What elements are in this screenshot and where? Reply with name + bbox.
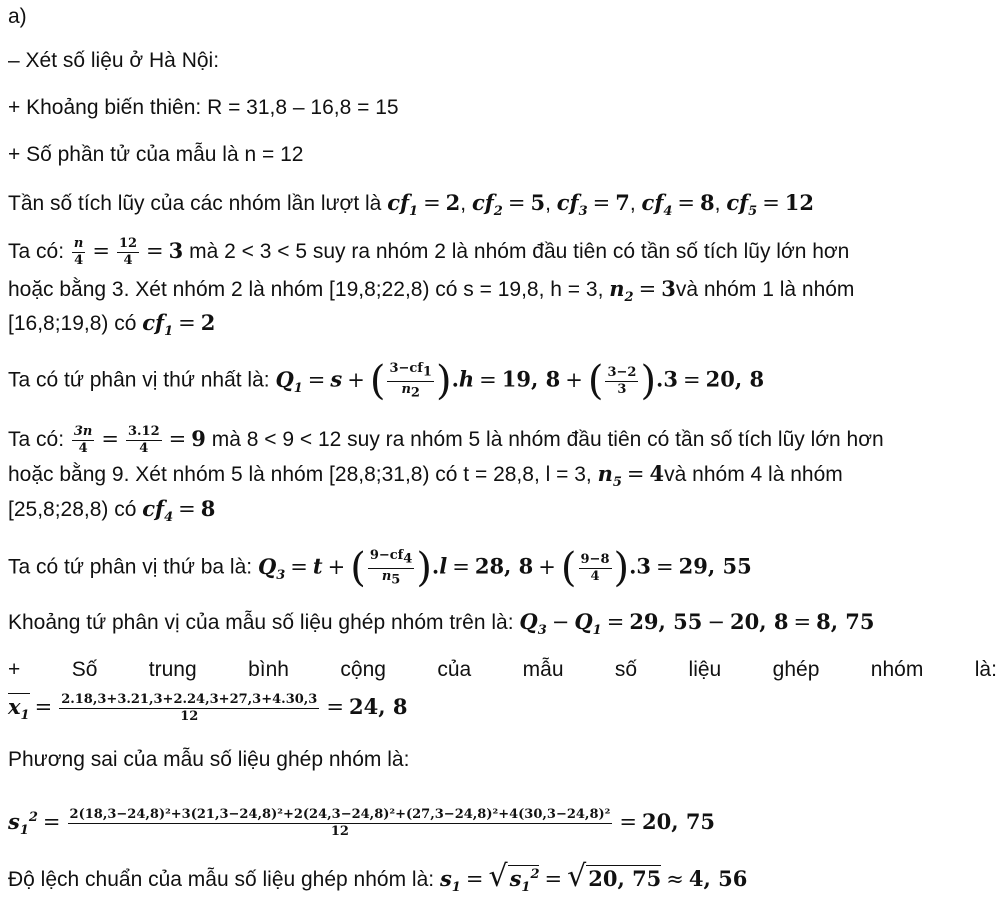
cf2: 5 <box>530 190 546 215</box>
q3-lead: Ta có: <box>8 428 65 451</box>
n5-value: 4 <box>649 461 665 486</box>
sample-size-line: + Số phần tử của mẫu là n = 12 <box>8 143 304 166</box>
q1-group-line1: Ta có: $\frac{n}{4}$ = $\frac{12}{4}$ = 3 mà 2 < 3 < 5 suy ra nhóm 2 là nhóm đầu tiên có tần số tích lũy lớn hơn <box>8 235 850 268</box>
cumulative-prefix: Tần số tích lũy của các nhóm lần lượt là <box>8 192 382 215</box>
iqr-line: Khoảng tứ phân vị của mẫu số liệu ghép nhóm trên là: $Q_3 - Q_1 = 29$, 55 − 20, 8 = 8, 75 <box>8 609 875 639</box>
q1-lead: Ta có: <box>8 240 65 263</box>
mean-heading: + Số trung bình cộng của mẫu số liệu ghép nhóm là: <box>8 658 997 681</box>
3x12-over-4: $\frac{3.12}{4}$ <box>127 423 160 456</box>
q3-result: 29, 55 <box>678 553 752 579</box>
cf4-value: 8 <box>200 496 216 521</box>
q1-text1: mà 2 < 3 < 5 suy ra nhóm 2 là nhóm đầu tiên có tần số tích lũy lớn hơn <box>189 240 850 263</box>
cf3: 7 <box>615 190 630 215</box>
cf4: 8 <box>700 190 715 215</box>
n2-value: 3 <box>661 276 676 301</box>
mean-result: 24, 8 <box>348 694 408 719</box>
q1-fraction: $\frac{3-cf_1}{n_2}$ <box>389 361 432 401</box>
cf5: 12 <box>784 190 815 215</box>
q3-text2: hoặc bằng 9. Xét nhóm 5 là nhóm [28,8;31,8) có t = 28,8, l = 3, <box>8 463 592 486</box>
q1-formula-line: Ta có tứ phân vị thứ nhất là: $Q_1 = s$ + ( $\frac{3-cf_1}{n_2}$ ).h = 19, 8 + ( $\frac{3-2}{3}$ ).3 = 20, 8 <box>8 358 765 405</box>
q3-group-line3: [25,8;28,8) có $cf_4 = 8$ <box>8 496 216 526</box>
stddev-result: 4, 56 <box>688 866 748 891</box>
q1-group-line3: [16,8;19,8) có $cf_1 = 2$ <box>8 310 216 340</box>
cf1-value: 2 <box>200 310 216 335</box>
q3-text2b: và nhóm 4 là nhóm <box>664 463 843 486</box>
n-over-4: $\frac{n}{4}$ <box>73 235 84 268</box>
q1-group-line2: hoặc bằng 3. Xét nhóm 2 là nhóm [19,8;22,8) có s = 19,8, h = 3, $n_2$ = 3và nhóm 1 là nhóm <box>8 276 855 306</box>
twelve-over-4: $\frac{12}{4}$ <box>118 235 138 268</box>
cf1: 2 <box>445 190 461 215</box>
q1-fraction-values: $\frac{3-2}{3}$ <box>607 364 637 397</box>
q3-fraction-values: $\frac{9-8}{4}$ <box>580 551 610 584</box>
q1-result: 20, 8 <box>705 366 765 392</box>
part-label: a) <box>8 5 27 28</box>
q3-text1: mà 8 < 9 < 12 suy ra nhóm 5 là nhóm đầu tiên có tần số tích lũy lớn hơn <box>211 428 884 451</box>
q1-text3: [16,8;19,8) có <box>8 312 137 335</box>
mean-fraction: $\frac{2.18,3+3.21,3+2.24,3+27,3+4.30,3}{12}$ <box>61 691 318 724</box>
stddev-prefix: Độ lệch chuẩn của mẫu số liệu ghép nhóm là: <box>8 868 435 891</box>
3n-over-4: $\frac{3n}{4}$ <box>73 423 93 456</box>
stddev-line: Độ lệch chuẩn của mẫu số liệu ghép nhóm là: $s_1 = √s_1^2 = √20$, 75 ≈ 4, 56 <box>8 859 748 896</box>
variance-formula-line: $s_1^2$ = 2(18,3−24,8)²+3(21,3−24,8)²+2(24,3−24,8)²+(27,3−24,8)²+4(30,3−24,8)² 12 = 20, 75 <box>8 806 716 839</box>
q3-formula-line: Ta có tứ phân vị thứ ba là: $Q_3 = t$ + ( $\frac{9-cf_4}{n_5}$ ).l = 28, 8 + ( $\frac{9-8}{4}$ ).3 = 29, 55 <box>8 545 752 592</box>
q1-text2b: và nhóm 1 là nhóm <box>675 278 855 301</box>
q3-text3: [25,8;28,8) có <box>8 498 137 521</box>
variance-result: 20, 75 <box>641 809 716 834</box>
q3-formula-prefix: Ta có tứ phân vị thứ ba là: <box>8 555 253 579</box>
q3-group-line1: Ta có: $\frac{3n}{4}$ = $\frac{3.12}{4}$ = 9 mà 8 < 9 < 12 suy ra nhóm 5 là nhóm đầu tiên có tần số tích lũy lớn hơn <box>8 423 884 456</box>
q3-position: 9 <box>191 426 206 451</box>
cumulative-frequency-line: Tần số tích lũy của các nhóm lần lượt là $cf_1 = 2$, $cf_2 = 5$, $cf_3 = 7$, $cf_4 = 8$, $cf_5 = 12$ <box>8 190 815 220</box>
q1-position: 3 <box>168 238 184 263</box>
iqr-prefix: Khoảng tứ phân vị của mẫu số liệu ghép nhóm trên là: <box>8 611 514 634</box>
q1-text2: hoặc bằng 3. Xét nhóm 2 là nhóm [19,8;22,8) có s = 19,8, h = 3, <box>8 278 604 301</box>
q3-group-line2: hoặc bằng 9. Xét nhóm 5 là nhóm [28,8;31,8) có t = 28,8, l = 3, $n_5$ = 4và nhóm 4 là nhóm <box>8 461 843 491</box>
variance-fraction: 2(18,3−24,8)²+3(21,3−24,8)²+2(24,3−24,8)²+(27,3−24,8)²+4(30,3−24,8)² 12 <box>69 806 611 839</box>
q1-formula-prefix: Ta có tứ phân vị thứ nhất là: <box>8 368 270 392</box>
mean-formula-line: $x_1$ = $\frac{2.18,3+3.21,3+2.24,3+27,3+4.30,3}{12}$ = 24, 8 <box>8 691 408 724</box>
variance-heading: Phương sai của mẫu số liệu ghép nhóm là: <box>8 748 410 771</box>
iqr-result: 8, 75 <box>816 609 875 634</box>
q3-fraction: $\frac{9-cf_4}{n_5}$ <box>369 548 413 588</box>
range-line: + Khoảng biến thiên: R = 31,8 – 16,8 = 15 <box>8 96 399 119</box>
hanoi-heading: – Xét số liệu ở Hà Nội: <box>8 49 220 72</box>
